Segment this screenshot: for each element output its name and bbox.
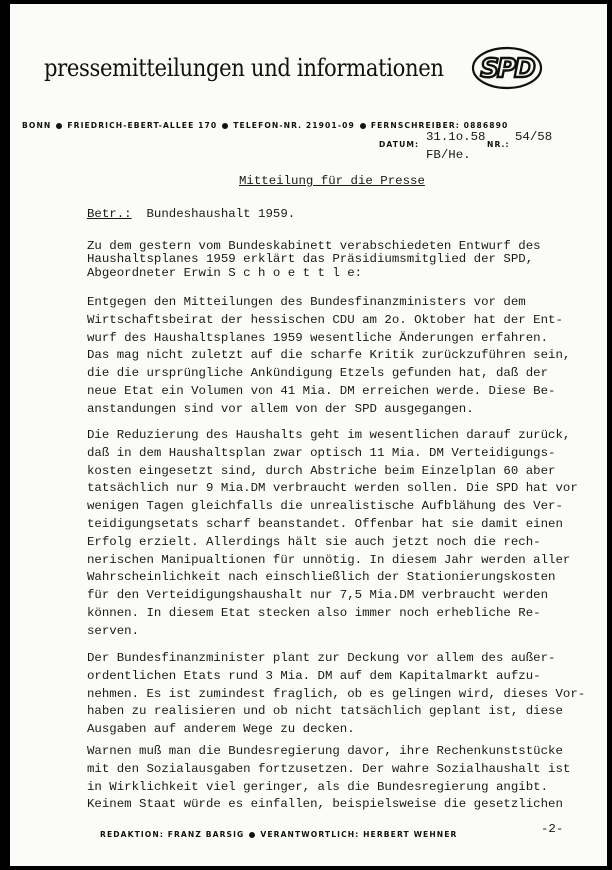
initials: FB/He. (426, 148, 471, 162)
text-line: können. In diesem Etat stecken also immer noch erhebliche Re- (87, 605, 541, 620)
datum-label: DATUM: (379, 140, 420, 149)
text-line: mit den Sozialausgaben fortzusetzen. Der wahre Sozialhaushalt ist (87, 761, 571, 776)
text-line: wenigen Tagen gleichfalls die unrealistische Aufblähung des Ver- (87, 499, 563, 514)
paragraph-2 (87, 427, 578, 641)
spd-logo-icon (465, 44, 545, 92)
datum-value: 31.1o.58 (426, 130, 486, 144)
text-line: Haushaltsplanes 1959 erklärt das Präsidiumsmitglied der SPD, (87, 252, 534, 267)
text-line: nehmen. Es ist zumindest fraglich, ob es gelingen wird, dieses Vor- (87, 686, 586, 701)
text-line: kosten eingesetzt sind, durch Abstriche beim Einzelplan 60 aber (87, 463, 556, 478)
text-line: Erfolg erzielt. Allerdings hält sie auch jetzt noch die rech- (87, 534, 541, 549)
press-release-page (10, 4, 607, 866)
bullet-icon (222, 123, 228, 129)
text-line: Das mag nicht zuletzt auf die scharfe Kritik zurückzuführen sein, (87, 348, 571, 363)
text-line: anstandungen sind vor allem von der SPD ausgegangen. (87, 401, 474, 416)
text-line: ordentlichen Etats rund 3 Mia. DM auf dem Kapitalmarkt aufzu- (87, 668, 541, 683)
address-telex: FERNSCHREIBER: 0886890 (370, 121, 509, 130)
svg-text:SPD: SPD (480, 54, 534, 84)
intro-paragraph (87, 240, 567, 280)
subject-line (87, 207, 295, 221)
text-line: die die ursprüngliche Ankündigung Etzels gefunden hat, daß der (87, 366, 549, 381)
paragraph-4 (87, 743, 571, 814)
text-line: Zu dem gestern vom Bundeskabinett verabschiedeten Entwurf des (87, 239, 541, 253)
text-line: Warnen muß man die Bundesregierung davor, ihre Rechenkunststücke (87, 744, 563, 758)
text-line: serven. (87, 623, 140, 638)
text-line: für den Verteidigungshaushalt nur 7,5 Mia.DM verbraucht werden (87, 588, 549, 603)
text-line: Die Reduzierung des Haushalts geht im wesentlichen darauf zurück, (87, 428, 571, 442)
text-line: Ausgaben auf anderem Wege zu decken. (87, 722, 355, 737)
subject-label: Betr.: (87, 207, 132, 221)
nr-value: 54/58 (515, 130, 553, 144)
text-line: in Wirklichkeit viel geringer, als die Bundesregierung angibt. (87, 779, 549, 794)
address-line (22, 121, 607, 130)
nr-label: NR.: (487, 140, 510, 149)
footer-redaktion: REDAKTION: FRANZ BARSIG (100, 830, 245, 839)
bullet-icon (56, 123, 62, 129)
document-heading: Mitteilung für die Presse (239, 174, 425, 188)
bullet-icon (360, 123, 366, 129)
text-line: teidigungsetats scharf beanstandet. Offenbar hat sie damit einen (87, 516, 563, 531)
paragraph-1 (87, 294, 571, 419)
bullet-icon (249, 832, 255, 838)
text-line: Wahrscheinlichkeit nach einschließlich der Stationierungskosten (87, 570, 556, 585)
footer-credits (100, 830, 457, 839)
text-line: neue Etat ein Volumen von 41 Mia. DM erreichen werde. Diese Be- (87, 383, 556, 398)
paragraph-3 (87, 650, 586, 739)
text-line: tatsächlich nur 9 Mia.DM verbraucht werden sollen. Die SPD hat vor (87, 481, 578, 496)
text-line: haben zu realisieren und ob nicht tatsächlich geplant ist, diese (87, 704, 563, 719)
footer-verantwortlich: VERANTWORTLICH: HERBERT WEHNER (260, 830, 458, 839)
address-city: BONN (22, 121, 52, 130)
page-marker: -2- (541, 822, 564, 836)
address-street: FRIEDRICH-EBERT-ALLEE 170 (67, 121, 218, 130)
text-line: Entgegen den Mitteilungen des Bundesfinanzministers vor dem (87, 295, 526, 309)
text-line: nerischen Manipualtionen für unnötig. In diesem Jahr werden aller (87, 552, 571, 567)
text-line: Der Bundesfinanzminister plant zur Deckung vor allem des außer- (87, 651, 556, 665)
text-line: wurf des Haushaltsplanes 1959 wesentliche Änderungen erfahren. (87, 330, 549, 345)
subject-value: Bundeshaushalt 1959. (146, 207, 296, 221)
text-line: Abgeordneter Erwin S c h o e t t l e: (87, 265, 363, 280)
letterhead-title: pressemitteilungen und informationen (44, 54, 444, 82)
text-line: Wirtschaftsbeirat der hessischen CDU am 2o. Oktober hat der Ent- (87, 312, 563, 327)
text-line: daß in dem Haushaltsplan zwar optisch 11 Mia. DM Verteidigungs- (87, 445, 556, 460)
address-phone: TELEFON-NR. 21901-09 (233, 121, 355, 130)
text-line: Keinem Staat würde es einfallen, beispielsweise die gesetzlichen (87, 797, 563, 812)
